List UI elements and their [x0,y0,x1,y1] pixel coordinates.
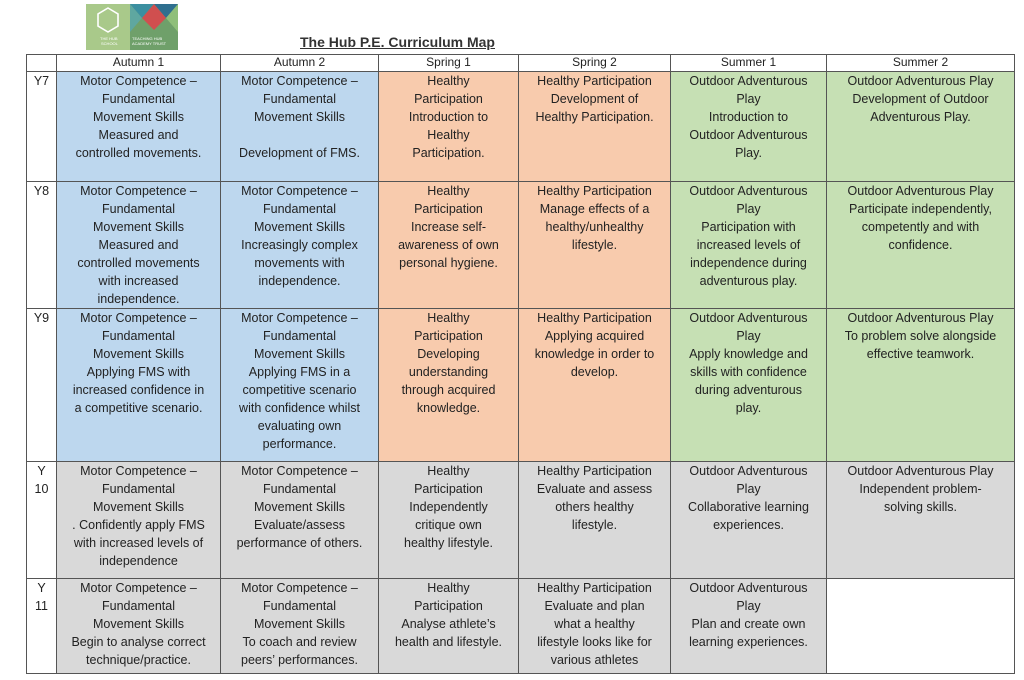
year-label-line: Y7 [33,74,50,88]
cell-text-line: Apply knowledge and [689,347,808,361]
cell-text-line: Play [736,202,761,216]
cell-text-line: Movement Skills [93,500,184,514]
cell-text-line: Fundamental [102,482,175,496]
cell-spring-2 [519,309,671,462]
cell-text-line: with confidence whilst [239,401,360,415]
year-label [27,182,57,309]
year-label-line: Y8 [33,184,50,198]
cell-text-line: Adventurous Play. [870,110,971,124]
col-header-summer-1: Summer 1 [671,55,827,72]
year-label [27,579,57,674]
cell-text-line: independence [99,554,178,568]
year-label [27,462,57,579]
cell-spring-1 [379,72,519,182]
table-row [27,182,1015,309]
col-header-spring-2: Spring 2 [519,55,671,72]
year-label [27,72,57,182]
cell-summer-1 [671,309,827,462]
cell-text-line: understanding [408,365,489,379]
cell-text-line: Outdoor Adventurous Play [847,464,994,478]
cell-text-line: Participation [414,599,483,613]
cell-spring-2 [519,72,671,182]
cell-summer-1 [671,462,827,579]
cell-text-line: Collaborative learning [688,500,809,514]
cell-spring-2 [519,462,671,579]
header-row [27,55,1015,72]
cell-text-line: increased levels of [696,238,801,252]
cell-text-line: Applying acquired [544,329,645,343]
cell-text-line: Healthy [427,184,470,198]
cell-text-line: independence during [690,256,807,270]
cell-text-line: Fundamental [263,482,336,496]
cell-text-line: Development of FMS. [239,146,360,160]
cell-text-line: lifestyle looks like for [537,635,652,649]
cell-text-line: Motor Competence – [80,464,197,478]
cell-text-line: Fundamental [263,92,336,106]
cell-text-line: personal hygiene. [399,256,498,270]
cell-autumn-1 [57,182,221,309]
cell-text-line: Fundamental [102,92,175,106]
cell-text-line: Fundamental [263,329,336,343]
cell-text-line: develop. [570,365,619,379]
cell-autumn-1 [57,309,221,462]
cell-text-line: Movement Skills [93,110,184,124]
cell-text-line: evaluating own [257,419,342,433]
cell-text-line: Healthy Participation [537,74,652,88]
cell-spring-2 [519,182,671,309]
cell-text-line: Participation with [701,220,796,234]
cell-text-line: Participation [414,92,483,106]
cell-text-line [224,126,375,144]
cell-text-line: technique/practice. [86,653,191,667]
col-header-spring-1: Spring 1 [379,55,519,72]
cell-text-line: movements with [254,256,345,270]
col-header-autumn-2: Autumn 2 [221,55,379,72]
cell-spring-1 [379,462,519,579]
cell-text-line: controlled movements. [75,146,202,160]
cell-autumn-2 [221,462,379,579]
logo-left-line-1: THE HUB [100,36,118,41]
cell-text-line: Motor Competence – [241,74,358,88]
year-label [27,309,57,462]
cell-text-line: healthy/unhealthy [545,220,644,234]
year-label-line: 11 [35,599,48,613]
cell-text-line: competitive scenario [242,383,357,397]
year-label-line: Y [37,581,46,595]
cell-spring-2 [519,579,671,674]
cell-text-line: Independently [409,500,488,514]
cell-text-line: Begin to analyse correct [71,635,206,649]
cell-text-line: controlled movements [77,256,200,270]
cell-autumn-2 [221,182,379,309]
page-title: The Hub P.E. Curriculum Map [300,34,495,50]
cell-text-line: Healthy [427,464,470,478]
cell-text-line: Outdoor Adventurous [689,184,808,198]
logo-right-line-2: ACADEMY TRUST [132,41,167,46]
cell-text-line: Developing [417,347,480,361]
cell-text-line: Fundamental [102,202,175,216]
cell-text-line: a competitive scenario. [74,401,203,415]
cell-text-line: Fundamental [263,202,336,216]
cell-text-line: Healthy Participation [537,581,652,595]
cell-text-line: performance. [262,437,337,451]
year-label-line: 10 [34,482,49,496]
cell-text-line: learning experiences. [689,635,808,649]
cell-text-line: adventurous play. [699,274,798,288]
cell-text-line: Outdoor Adventurous [689,311,808,325]
cell-text-line: awareness of own [398,238,499,252]
cell-text-line: Fundamental [102,329,175,343]
cell-text-line: Increasingly complex [241,238,358,252]
cell-text-line: Movement Skills [93,347,184,361]
cell-text-line: Motor Competence – [80,311,197,325]
cell-text-line: peers’ performances. [241,653,358,667]
logo-right-line-1: TEACHING HUB [132,36,163,41]
cell-text-line: confidence. [888,238,953,252]
cell-spring-1 [379,182,519,309]
cell-text-line: what a healthy [554,617,635,631]
cell-text-line: with increased levels of [73,536,204,550]
col-header-summer-2: Summer 2 [827,55,1015,72]
cell-text-line: various athletes [550,653,639,667]
cell-text-line: Participate independently, [849,202,992,216]
cell-text-line: through acquired [401,383,496,397]
cell-text-line: Motor Competence – [241,311,358,325]
cell-text-line: Play [736,482,761,496]
cell-text-line: knowledge. [416,401,481,415]
cell-text-line: independence. [97,292,180,306]
cell-text-line: . Confidently apply FMS [72,518,205,532]
cell-autumn-2 [221,72,379,182]
cell-text-line: play. [735,401,762,415]
cell-text-line: knowledge in order to [534,347,655,361]
cell-text-line: Evaluate and assess [536,482,653,496]
cell-text-line: Outdoor Adventurous [689,128,808,142]
table-row [27,72,1015,182]
cell-text-line: lifestyle. [571,518,618,532]
cell-text-line: during adventurous [694,383,803,397]
cell-text-line: Outdoor Adventurous Play [847,74,994,88]
cell-text-line: Motor Competence – [80,184,197,198]
cell-text-line: Applying FMS with [86,365,191,379]
cell-text-line: Movement Skills [254,220,345,234]
cell-text-line: Outdoor Adventurous [689,581,808,595]
cell-summer-2 [827,309,1015,462]
cell-text-line: Play [736,92,761,106]
cell-text-line: Evaluate and plan [544,599,645,613]
cell-text-line: Participation [414,202,483,216]
cell-text-line: Movement Skills [93,617,184,631]
cell-spring-1 [379,579,519,674]
table-row [27,309,1015,462]
cell-text-line: Development of Outdoor [852,92,989,106]
cell-text-line: Healthy [427,581,470,595]
cell-text-line: Participation [414,482,483,496]
cell-text-line: critique own [415,518,482,532]
cell-summer-2 [827,182,1015,309]
logo-left-line-2: SCHOOL [101,41,118,46]
cell-summer-1 [671,579,827,674]
cell-text-line: effective teamwork. [866,347,975,361]
cell-summer-2 [827,72,1015,182]
cell-text-line: Play [736,329,761,343]
cell-text-line: Movement Skills [254,347,345,361]
cell-text-line: Play. [735,146,762,160]
cell-text-line: To problem solve alongside [844,329,997,343]
cell-text-line: competently and with [861,220,980,234]
cell-text-line: Participation. [412,146,485,160]
logo-hub-panel [86,4,130,50]
cell-summer-1 [671,72,827,182]
cell-text-line: Healthy [427,74,470,88]
cell-text-line: Manage effects of a [539,202,650,216]
cell-summer-1 [671,182,827,309]
cell-text-line: Healthy Participation. [535,110,654,124]
cell-text-line: Outdoor Adventurous [689,464,808,478]
cell-text-line: Healthy [427,311,470,325]
cell-text-line: Healthy Participation [537,184,652,198]
table-row [27,579,1015,674]
cell-text-line: Motor Competence – [241,581,358,595]
cell-text-line: healthy lifestyle. [404,536,493,550]
cell-text-line: Motor Competence – [241,184,358,198]
cell-text-line: lifestyle. [571,238,618,252]
cell-autumn-2 [221,579,379,674]
cell-text-line: Motor Competence – [80,74,197,88]
logo-trust-panel [130,4,178,50]
school-logo [86,4,178,50]
cell-spring-1 [379,309,519,462]
cell-summer-2 [827,579,1015,674]
curriculum-table [26,54,1015,674]
cell-text-line: Healthy Participation [537,311,652,325]
cell-text-line: Fundamental [102,599,175,613]
cell-text-line: solving skills. [884,500,957,514]
cell-text-line: with increased [98,274,179,288]
cell-text-line: Movement Skills [93,220,184,234]
cell-text-line: experiences. [713,518,784,532]
cell-summer-2 [827,462,1015,579]
cell-autumn-1 [57,462,221,579]
cell-text-line: Movement Skills [254,617,345,631]
cell-text-line: Movement Skills [254,500,345,514]
cell-text-line: Motor Competence – [241,464,358,478]
cell-text-line: Independent problem- [859,482,982,496]
cell-autumn-1 [57,72,221,182]
cell-text-line: Healthy Participation [537,464,652,478]
cell-text-line: Development of [550,92,639,106]
cell-text-line: Introduction to [408,110,489,124]
cell-text-line: performance of others. [236,536,363,550]
year-label-line: Y9 [33,311,50,325]
cell-text-line: independence. [258,274,341,288]
cell-text-line: Evaluate/assess [253,518,346,532]
cell-text-line: To coach and review [242,635,357,649]
cell-text-line: Increase self- [410,220,487,234]
cell-text-line: Motor Competence – [80,581,197,595]
cell-text-line: Participation [414,329,483,343]
cell-text-line: health and lifestyle. [394,635,502,649]
col-header-autumn-1: Autumn 1 [57,55,221,72]
cell-text-line: Play [736,599,761,613]
cell-autumn-1 [57,579,221,674]
cell-autumn-2 [221,309,379,462]
cell-text-line: Analyse athlete’s [401,617,496,631]
cell-text-line: Introduction to [708,110,789,124]
cell-text-line: Movement Skills [254,110,345,124]
cell-text-line: skills with confidence [690,365,807,379]
cell-text-line: Applying FMS in a [248,365,351,379]
table-row [27,462,1015,579]
cell-text-line: increased confidence in [72,383,205,397]
cell-text-line: Outdoor Adventurous [689,74,808,88]
cell-text-line: others healthy [555,500,634,514]
cell-text-line: Plan and create own [691,617,806,631]
cell-text-line: Healthy [427,128,470,142]
cell-text-line: Outdoor Adventurous Play [847,184,994,198]
cell-text-line: Outdoor Adventurous Play [847,311,994,325]
year-label-line: Y [37,464,46,478]
header-corner [27,55,57,72]
cell-text-line: Fundamental [263,599,336,613]
cell-text-line: Measured and [98,128,179,142]
cell-text-line: Measured and [98,238,179,252]
